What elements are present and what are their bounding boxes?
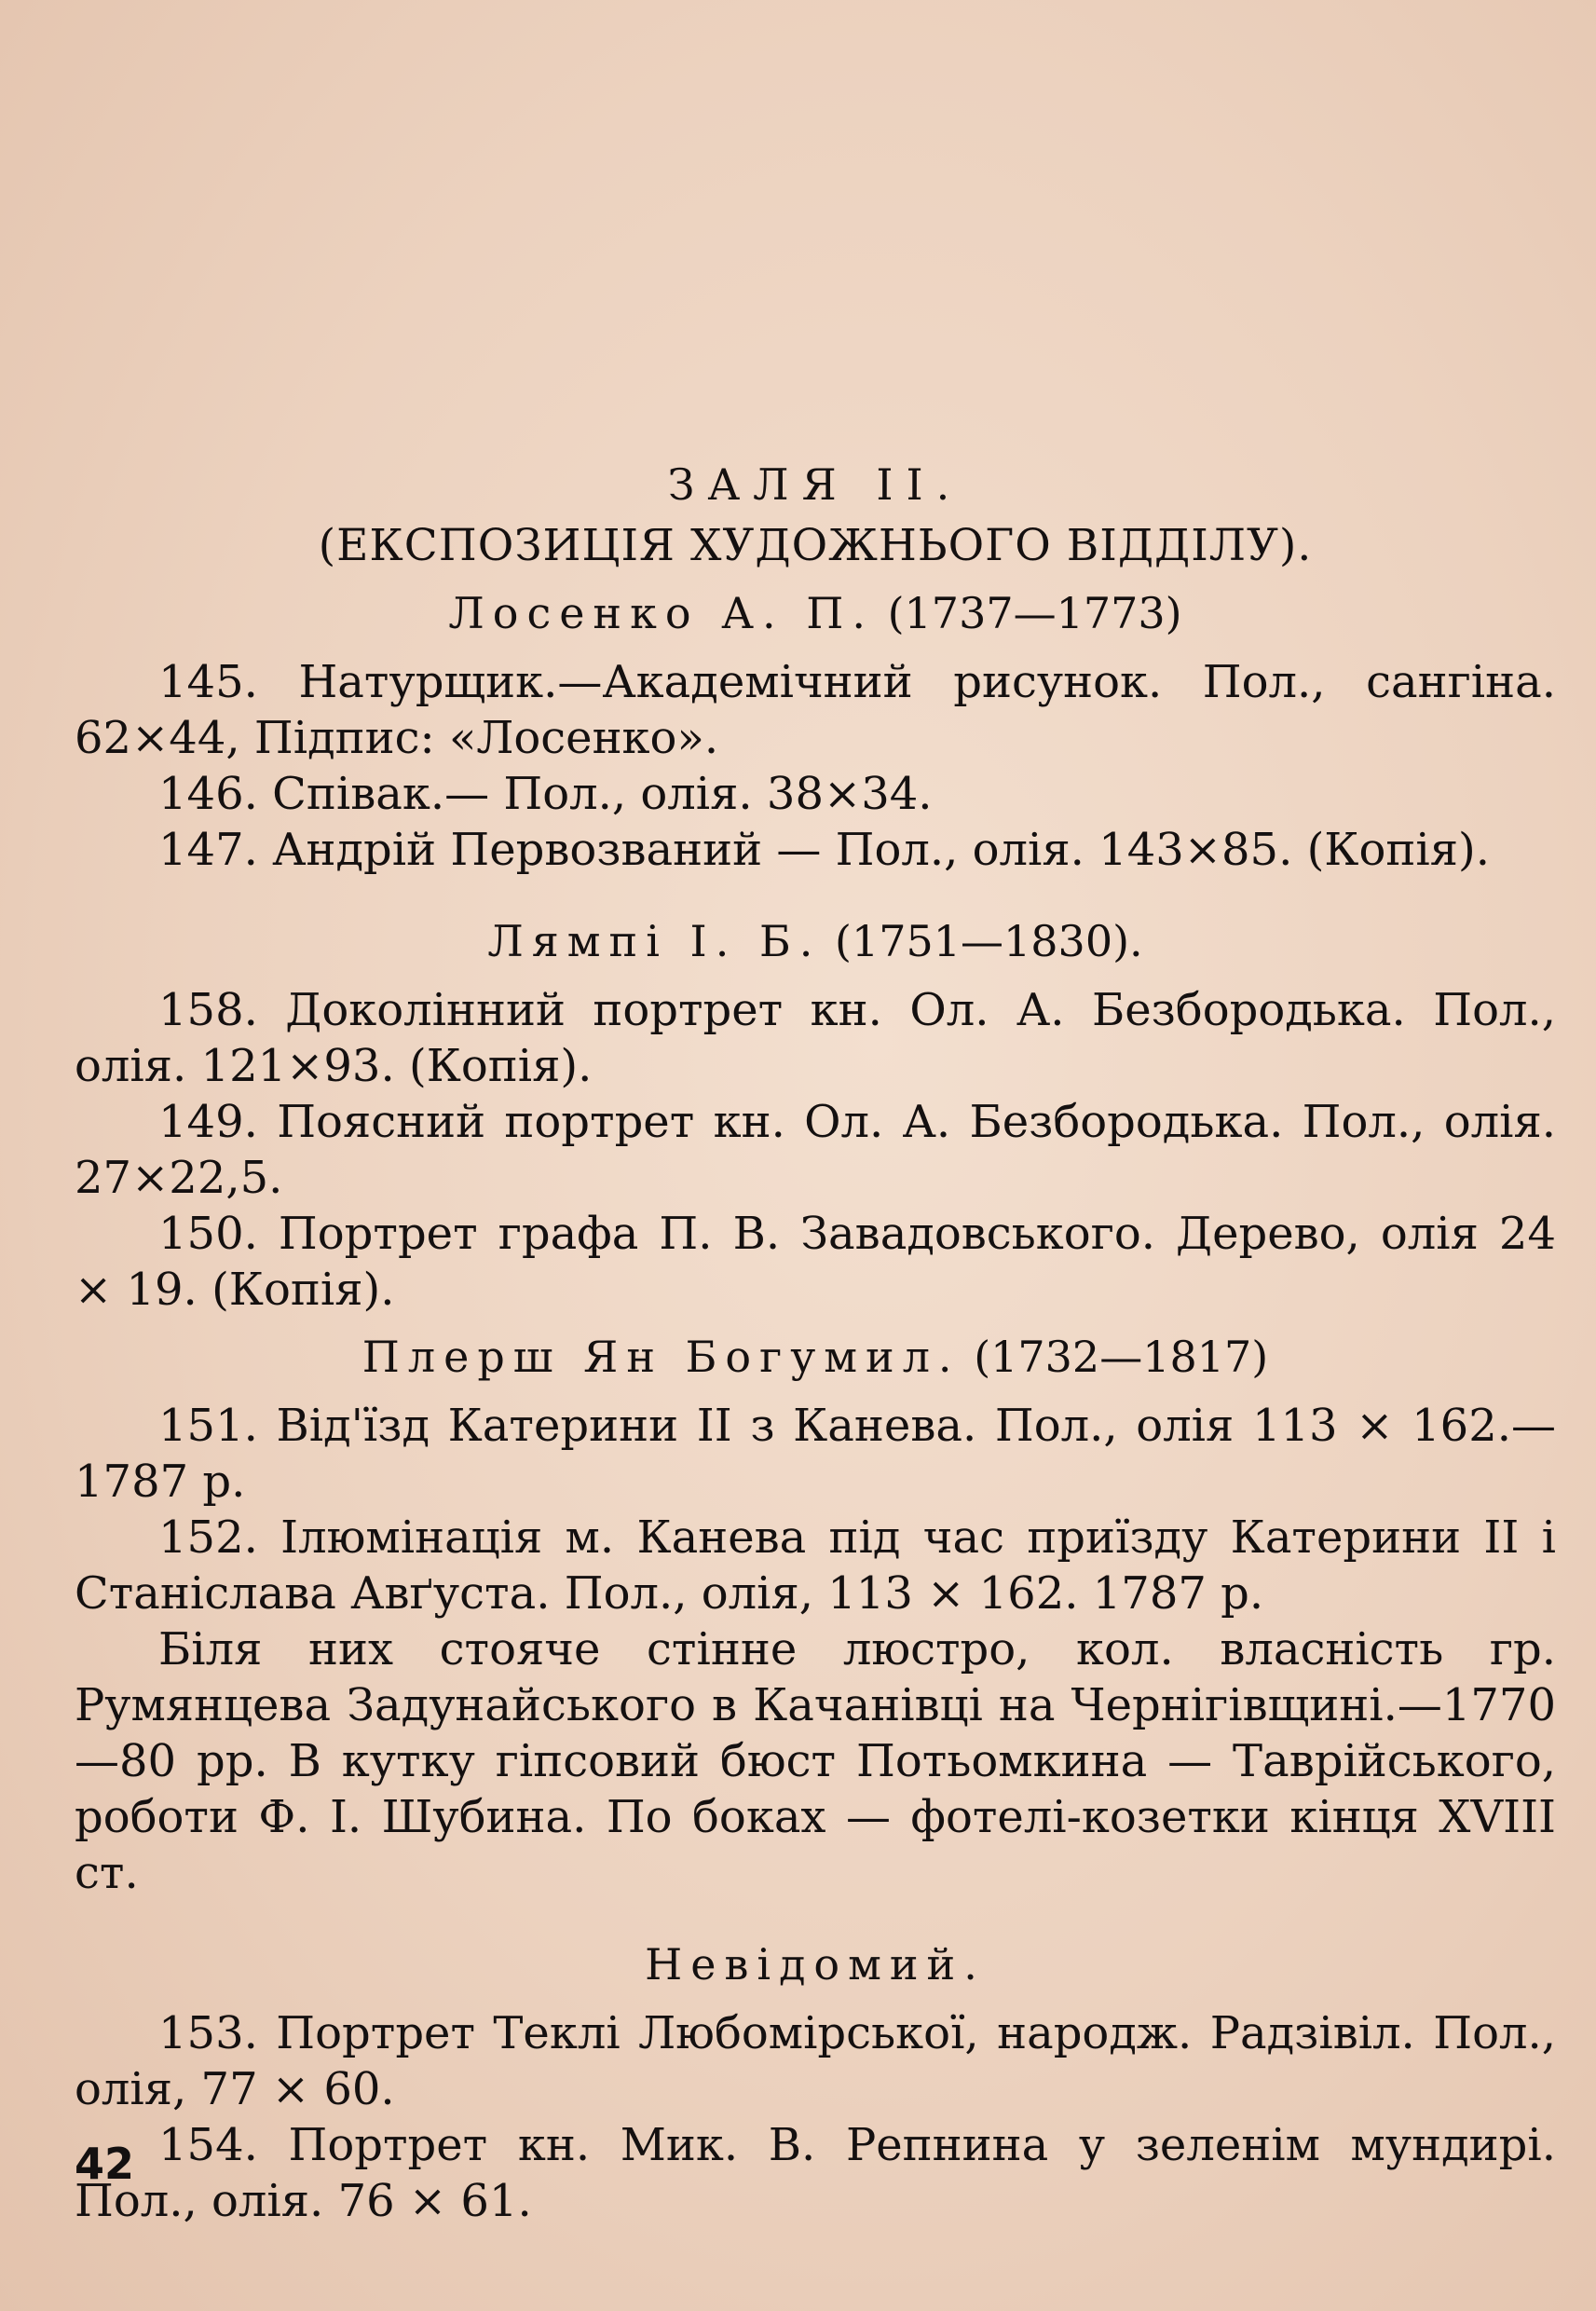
catalog-entry: 153. Портрет Теклі Любомірської, народж. Радзівіл. Пол., олія, 77 × 60. [75,2007,1556,2115]
catalog-entry: 150. Портрет графа П. В. Завадовського. Дерево, олія 24 × 19. (Копія). [75,1208,1556,1316]
artist-heading [75,1936,1556,1992]
page-number: 42 [75,2139,135,2189]
page-content [75,457,1556,2229]
hall-subtitle: (ЕКСПОЗИЦІЯ ХУДОЖНЬОГО ВІДДІЛУ). [318,520,1313,571]
section-plersh [75,1329,1556,1901]
catalog-entry: 145. Натурщик.—Академічний рисунок. Пол., сангіна. 62×44, Підпис: «Лосенко». [75,656,1556,764]
catalog-entry: 152. Ілюмінація м. Канева під час приїзду Катерини II і Станіслава Авґуста. Пол., олія, 113 × 162. 1787 р. [75,1511,1556,1620]
artist-heading [75,585,1556,641]
artist-years: (1732—1817) [974,1332,1269,1382]
catalog-entry: 147. Андрій Первозваний — Пол., олія. 143×85. (Копія). [158,824,1490,876]
catalog-entry: 158. Доколінний портрет кн. Ол. А. Безбородька. Пол., олія. 121×93. (Копія). [75,984,1556,1092]
artist-years: (1737—1773) [887,588,1182,638]
artist-heading [75,1329,1556,1385]
section-unknown [75,1936,1556,2229]
artist-name: Лосенко А. П. [448,588,874,638]
catalog-entry: 154. Портрет кн. Мик. В. Репнина у зеленім мундирі. Пол., олія. 76 × 61. [75,2119,1556,2227]
hall-title: ЗАЛЯ II. [667,459,963,510]
catalog-entry: 149. Поясний портрет кн. Ол. А. Безбородька. Пол., олія. 27×22,5. [75,1096,1556,1204]
catalog-entry: 151. Від'їзд Катерини II з Канева. Пол., олія 113 × 162.— 1787 р. [75,1400,1556,1508]
artist-years: (1751—1830). [835,916,1143,966]
catalog-entry: 146. Співак.— Пол., олія. 38×34. [158,768,933,820]
section-losenko [75,585,1556,878]
artist-name: Невідомий. [645,1939,986,1990]
section-lampi [75,913,1556,1318]
artist-heading [75,913,1556,969]
descriptive-note: Біля них стояче стінне люстро, кол. власність гр. Румянцева Задунайського в Качанівці на Чернігівщині.—1770—80 рр. В кутку гіпсовий бюст Потьомкина — Таврійського, роботи Ф. І. Шубина. По боках — фотелі-козетки кінця XVIII ст. [75,1623,1556,1899]
artist-name: Плерш Ян Богумил. [361,1332,961,1382]
artist-name: Лямпі І. Б. [487,916,822,966]
